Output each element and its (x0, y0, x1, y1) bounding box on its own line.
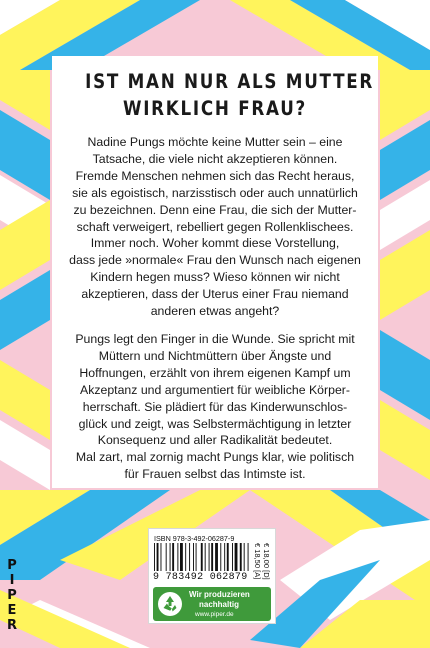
text-line: sie als egoistisch, narzisstisch oder auch unnatürlich (72, 185, 358, 200)
barcode-bar (201, 543, 203, 571)
text-line: akzeptieren, dass der Uterus einer Frau niemand (81, 287, 349, 302)
text-line: Fremde Menschen nehmen sich das Recht heraus, (75, 168, 355, 183)
barcode-bar (193, 543, 194, 571)
price-at: € 18,50 [A] (253, 543, 262, 580)
text-line: Mal zart, mal zornig macht Pungs klar, wie politisch (75, 450, 355, 465)
barcode-bar (227, 543, 229, 571)
barcode-bar (220, 543, 221, 571)
text-line: Nadine Pungs möchte keine Mutter sein – eine (87, 135, 343, 149)
barcode-bar (240, 543, 242, 571)
barcode-bar (248, 543, 249, 571)
text-line: dass jede »normale« Frau den Wunsch nach eigenen (69, 253, 361, 268)
barcode-bar (166, 543, 167, 571)
eco-badge-url: www.piper.de (195, 611, 234, 618)
eco-badge-line-1: Wir produzieren (189, 590, 250, 599)
barcode-bar (189, 543, 190, 571)
blurb-paragraph-1 (64, 134, 366, 320)
text-line: Tatsache, die viele nicht akzeptieren können. (92, 151, 338, 166)
text-line: glück und zeigt, was Selbstermächtigung in letzter (78, 416, 352, 431)
publisher-letter: P (7, 558, 17, 573)
barcode-bar (211, 543, 213, 571)
headline-line-1: IST MAN NUR ALS MUTTER (85, 70, 375, 93)
eco-badge-line-2: nachhaltig (199, 600, 240, 609)
barcode-bar (232, 543, 233, 571)
barcode-bar (235, 543, 238, 571)
price-block (251, 543, 273, 579)
price-de: € 18,00 [D] (262, 543, 271, 580)
text-line: Pungs legt den Finger in die Wunde. Sie spricht mit (75, 331, 355, 346)
publisher-letter: E (7, 603, 17, 618)
text-line: für Frauen selbst das Intimste ist. (124, 467, 306, 482)
text-line: herrschaft. Sie plädiert für das Kinderwunschlos- (82, 399, 348, 414)
barcode-bar (161, 543, 162, 571)
text-line: Kindern hegen muss? Wieso können wir nicht (90, 270, 340, 285)
text-line: Müttern und Nichtmüttern über Ängste und (98, 348, 332, 363)
barcode-bar (209, 543, 210, 571)
text-line: Hoffnungen, erzählt von ihrem eigenen Kampf um (79, 365, 351, 380)
publisher-letter: P (7, 588, 17, 603)
barcode-box (148, 528, 276, 624)
ean-number: 9 783492 062879 (153, 572, 248, 583)
barcode-bar (170, 543, 171, 571)
publisher-logo (5, 558, 19, 633)
text-line: schaft verweigert, rebelliert gegen Rollenklischees. (76, 219, 354, 234)
headline-line-2: WIRKLICH FRAU? (122, 97, 308, 120)
barcode-bar (244, 543, 245, 571)
barcode-bar (157, 543, 159, 571)
text-line: anderen etwas angeht? (150, 304, 280, 319)
barcode-bar (215, 543, 218, 571)
publisher-letter: I (9, 573, 15, 588)
blurb-panel (52, 56, 378, 488)
barcode-bar (196, 543, 197, 571)
barcode-bar (205, 543, 206, 571)
barcode-bars (154, 543, 249, 571)
barcode-bar (177, 543, 178, 571)
barcode-bar (172, 543, 174, 571)
text-line: zu bezeichnen. Denn eine Frau, die sich der Mutter- (73, 202, 357, 217)
text-line: Akzeptanz und argumentiert für weibliche Körper- (80, 382, 350, 397)
text-line: Immer noch. Woher kommt diese Vorstellung, (90, 236, 340, 251)
barcode-bar (224, 543, 225, 571)
barcode-bar (154, 543, 155, 571)
headline (85, 68, 375, 122)
eco-badge (153, 587, 271, 621)
blurb-paragraph-2 (64, 331, 366, 483)
text-line: Konsequenz und aller Radikalität bedeutet. (97, 433, 333, 448)
publisher-letter: R (6, 618, 17, 633)
recycle-icon (157, 591, 183, 617)
isbn-text: ISBN 978-3-492-06287-9 (154, 534, 235, 543)
barcode-bar (180, 543, 183, 571)
barcode-bar (185, 543, 186, 571)
